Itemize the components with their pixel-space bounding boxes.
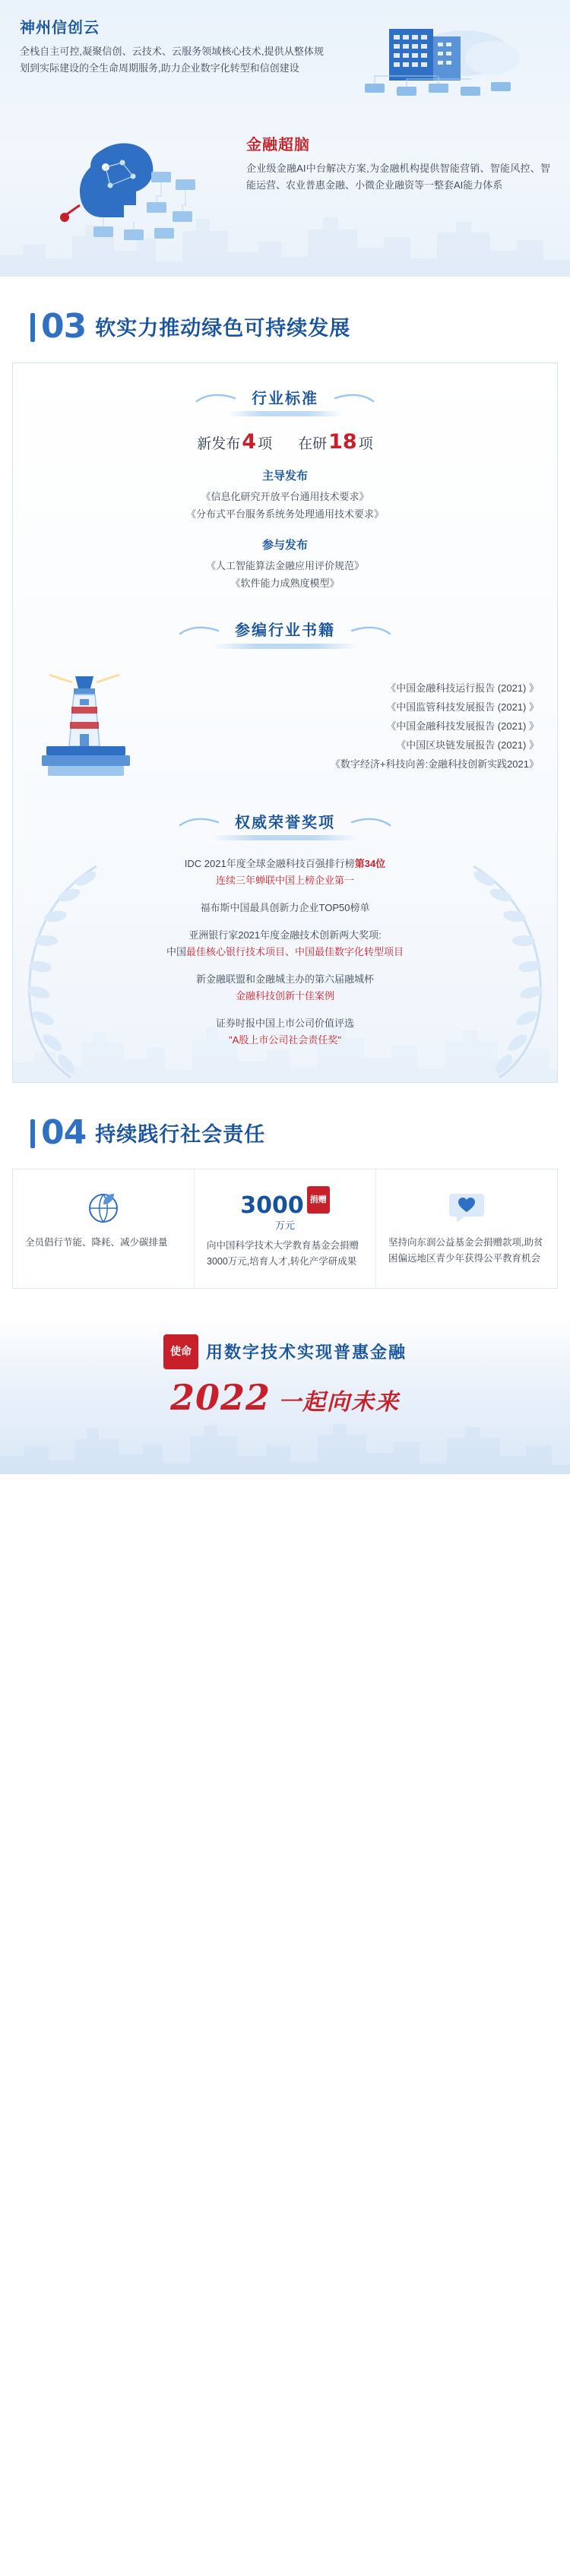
award-1-rank: 第34位 — [354, 857, 386, 869]
product-2-illustration — [20, 132, 246, 246]
section-03-number: 03 — [30, 307, 86, 346]
standards-join-item-2: 《软件能力成熟度模型》 — [230, 578, 340, 590]
award-item-5 — [39, 1015, 531, 1049]
book-item-5: 《数字经济+科技向善:金融科技创新实践2021》 — [330, 758, 539, 771]
footer-year-row — [0, 1377, 570, 1418]
award-5-text-b: "A股上市公司社会责任奖" — [229, 1033, 341, 1046]
standards-heading-underline — [228, 411, 342, 416]
awards-wing-right — [349, 816, 391, 832]
standards-lead-label: 主导发布 — [261, 470, 308, 483]
standards-join-label: 参与发布 — [261, 539, 308, 552]
lighthouse-books-illustration — [28, 666, 142, 787]
award-item-2 — [39, 900, 531, 916]
award-item-3 — [39, 927, 531, 960]
csr-card-3 — [375, 1169, 557, 1288]
cloud-server-illustration — [350, 18, 524, 102]
award-4-text-b: 金融科技创新十佳案例 — [235, 989, 334, 1002]
standards-lead-item-1: 《信息化研究开放平台通用技术要求》 — [201, 491, 369, 503]
book-item-4: 《中国区块链发展报告 (2021) 》 — [396, 739, 539, 752]
award-5-text-a: 证券时报中国上市公司价值评选 — [215, 1017, 354, 1029]
section-04-number: 04 — [30, 1113, 86, 1152]
standards-new-value: 4 — [242, 430, 257, 454]
books-wing-left — [179, 625, 221, 641]
standards-lead-item-2: 《分布式平台服务系统务处理通用技术要求》 — [185, 508, 384, 521]
award-3-text-c: 最佳核心银行技术项目、中国最佳数字化转型项目 — [186, 945, 404, 957]
standards-join-item-1: 《人工智能算法金融应用评价规范》 — [205, 560, 364, 572]
footer-year: 2022 — [169, 1376, 271, 1418]
product-2-text — [246, 132, 550, 194]
books-wing-right — [349, 625, 391, 641]
award-item-4 — [39, 971, 531, 1005]
product-1-illustration — [324, 15, 550, 102]
donation-amount — [207, 1186, 363, 1219]
award-1-text-b: 连续三年蝉联中国上榜企业第一 — [215, 874, 354, 886]
footer-block — [0, 1315, 570, 1474]
csr-cards — [12, 1169, 558, 1289]
award-item-1 — [39, 856, 531, 889]
product-2-title: 金融超脑 — [246, 137, 310, 153]
awards-wing-left — [179, 816, 221, 832]
award-4-text-a: 新金融联盟和金融城主办的第六届融城杯 — [195, 973, 374, 985]
footer-slogan: 用数字技术实现普惠金融 — [205, 1343, 407, 1362]
csr-card-3-text: 坚持向东润公益基金会捐赠款项,助贫困偏远地区青少年获得公平教育机会 — [388, 1236, 543, 1264]
books-heading-underline — [213, 644, 357, 649]
section-04-header — [0, 1083, 570, 1169]
section-03-title: 软实力推动绿色可持续发展 — [95, 317, 351, 340]
book-item-3: 《中国金融科技发展报告 (2021) 》 — [386, 720, 539, 733]
product-1-text — [20, 15, 324, 77]
section-03-header — [0, 277, 570, 362]
heart-chat-icon — [388, 1186, 545, 1227]
standards-heading-block — [13, 386, 557, 416]
csr-card-2-text: 向中国科学技术大学教育基金会捐赠3000万元,培育人才,转化产学研成果 — [207, 1239, 359, 1267]
standards-new-unit: 项 — [258, 436, 273, 453]
csr-card-1 — [13, 1169, 194, 1288]
books-illustration-wrap — [13, 666, 157, 787]
book-item-2: 《中国监管科技发展报告 (2021) 》 — [386, 701, 539, 714]
standards-summary — [13, 430, 557, 454]
mission-seal: 使命 — [163, 1334, 198, 1369]
award-3-text-a: 亚洲银行家2021年度金融技术创新两大奖项: — [188, 929, 382, 941]
standards-dev-label: 在研 — [298, 436, 328, 453]
product-1-desc: 全栈自主可控,凝聚信创、云技术、云服务领域核心技术,提供从整体规划到实际建设的全生命周期服务,助力企业数字化转型和信创建设 — [20, 46, 324, 74]
book-item-1: 《中国金融科技运行报告 (2021) 》 — [386, 682, 539, 695]
product-2-desc: 企业级金融AI中台解决方案,为金融机构提供智能营销、智能风控、智能运营、农业普惠金融、小微企业融资等一整套AI能力体系 — [246, 163, 550, 191]
donation-unit: 万元 — [274, 1219, 295, 1231]
donation-number: 3000 — [240, 1191, 304, 1219]
footer-tagline: 一起向未来 — [278, 1389, 401, 1415]
product-card-2 — [0, 128, 570, 246]
awards-block — [13, 854, 557, 1049]
standards-heading: 行业标准 — [252, 391, 318, 407]
donation-badge: 捐赠 — [307, 1186, 330, 1214]
books-block — [13, 663, 557, 787]
awards-heading-block — [13, 810, 557, 840]
csr-card-1-text: 全员倡行节能、降耗、减少碳排量 — [25, 1236, 168, 1248]
earth-leaf-icon — [25, 1186, 182, 1227]
products-section — [0, 0, 570, 277]
award-3-text-b: 中国 — [166, 945, 186, 957]
awards-heading-underline — [213, 835, 357, 840]
books-heading: 参编行业书籍 — [235, 622, 335, 640]
award-2-text: 福布斯中国最具创新力企业TOP50榜单 — [200, 901, 370, 913]
section-03-panel — [12, 362, 558, 1083]
standards-dev-value: 18 — [328, 430, 357, 454]
product-card-1 — [0, 11, 570, 102]
awards-heading: 权威荣誉奖项 — [235, 814, 335, 831]
standards-new-label: 新发布 — [197, 436, 241, 453]
heading-wing-right — [332, 392, 375, 408]
books-list — [157, 679, 557, 774]
footer-slogan-row — [0, 1334, 570, 1369]
csr-card-2 — [194, 1169, 375, 1288]
standards-dev-unit: 项 — [358, 436, 373, 453]
award-1-text-a: IDC 2021年度全球金融科技百强排行榜 — [184, 857, 355, 869]
books-heading-block — [13, 618, 557, 648]
brain-ai-illustration — [57, 132, 209, 246]
heading-wing-left — [195, 392, 238, 408]
section-04-title: 持续践行社会责任 — [95, 1122, 266, 1146]
product-1-title: 神州信创云 — [20, 20, 100, 36]
